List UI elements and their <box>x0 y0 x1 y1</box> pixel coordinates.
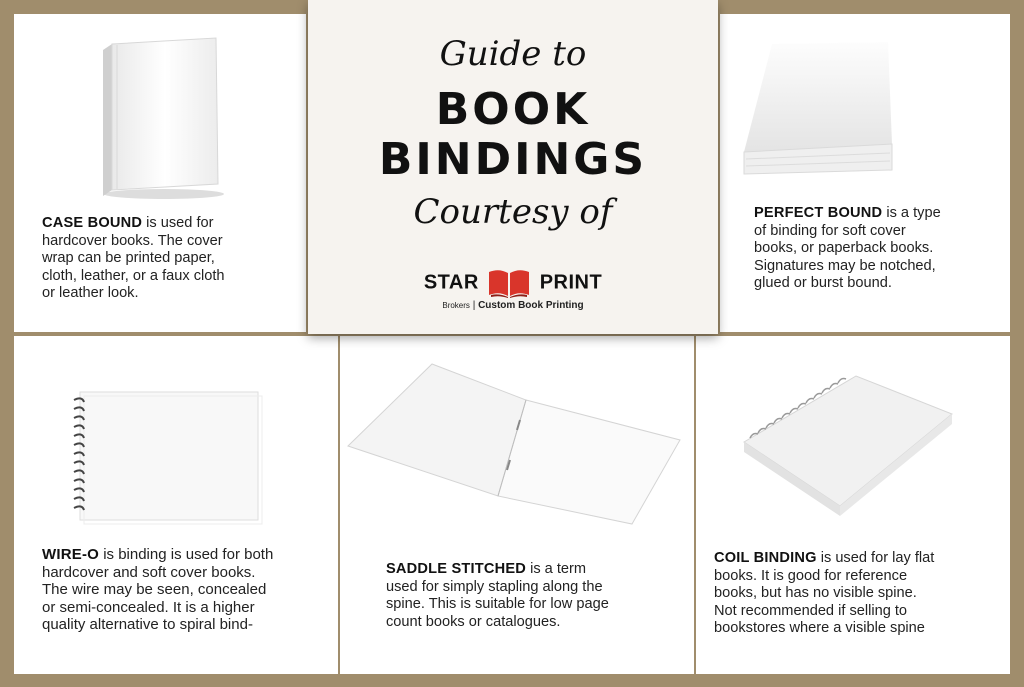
saddle-stitched-booklet-image <box>340 336 694 546</box>
wire-o-book-image <box>14 336 338 536</box>
logo-tagline-custom: Custom Book Printing <box>478 300 584 311</box>
case-bound-name: CASE BOUND <box>42 215 143 231</box>
title-card <box>308 0 718 334</box>
logo-star-text: STAR <box>423 271 479 294</box>
coil-binding-book-image <box>696 336 1010 546</box>
coil-binding-panel <box>696 336 1010 674</box>
title-book: BOOK <box>435 84 591 135</box>
logo-tagline <box>308 300 718 311</box>
wire-o-name: WIRE-O <box>42 546 100 563</box>
wire-o-panel <box>14 336 338 674</box>
logo-print-text: PRINT <box>539 271 603 294</box>
coil-binding-name: COIL BINDING <box>714 550 817 566</box>
open-book-icon <box>487 268 531 298</box>
logo-tagline-separator: | <box>469 300 479 311</box>
star-print-logo <box>308 268 718 298</box>
perfect-bound-book-image <box>720 14 1010 194</box>
perfect-bound-panel <box>720 14 1010 332</box>
case-bound-panel <box>14 14 306 332</box>
saddle-stitched-panel <box>340 336 694 674</box>
coil-binding-description: COIL BINDING is used for lay flat books. It is good for reference books, but has no visible spine. Not recommended if selling to bookstores where a visible spine <box>714 550 935 636</box>
logo-tagline-brokers: Brokers <box>442 301 470 310</box>
perfect-bound-name: PERFECT BOUND <box>754 205 883 221</box>
title-courtesy-of: Courtesy of <box>413 192 613 232</box>
title-guide-to: Guide to <box>439 34 587 74</box>
title-bindings: BINDINGS <box>378 134 648 185</box>
perfect-bound-description: PERFECT BOUND is a type of binding for soft cover books, or paperback books. Signatures may be notched, glued or burst bound. <box>754 205 941 291</box>
case-bound-description: CASE BOUND is used for hardcover books. The cover wrap can be printed paper, cloth, leather, or a faux cloth or leather look. <box>42 215 225 301</box>
wire-o-description: WIRE-O is binding is used for both hardcover and soft cover books. The wire may be seen, concealed or semi-concealed. It is a higher quality alternative to spiral bind- <box>42 546 274 633</box>
case-bound-book-image <box>14 14 306 214</box>
saddle-stitched-name: SADDLE STITCHED <box>386 561 527 577</box>
saddle-stitched-description: SADDLE STITCHED is a term used for simply stapling along the spine. This is suitable for low page count books or catalogues. <box>386 561 609 630</box>
